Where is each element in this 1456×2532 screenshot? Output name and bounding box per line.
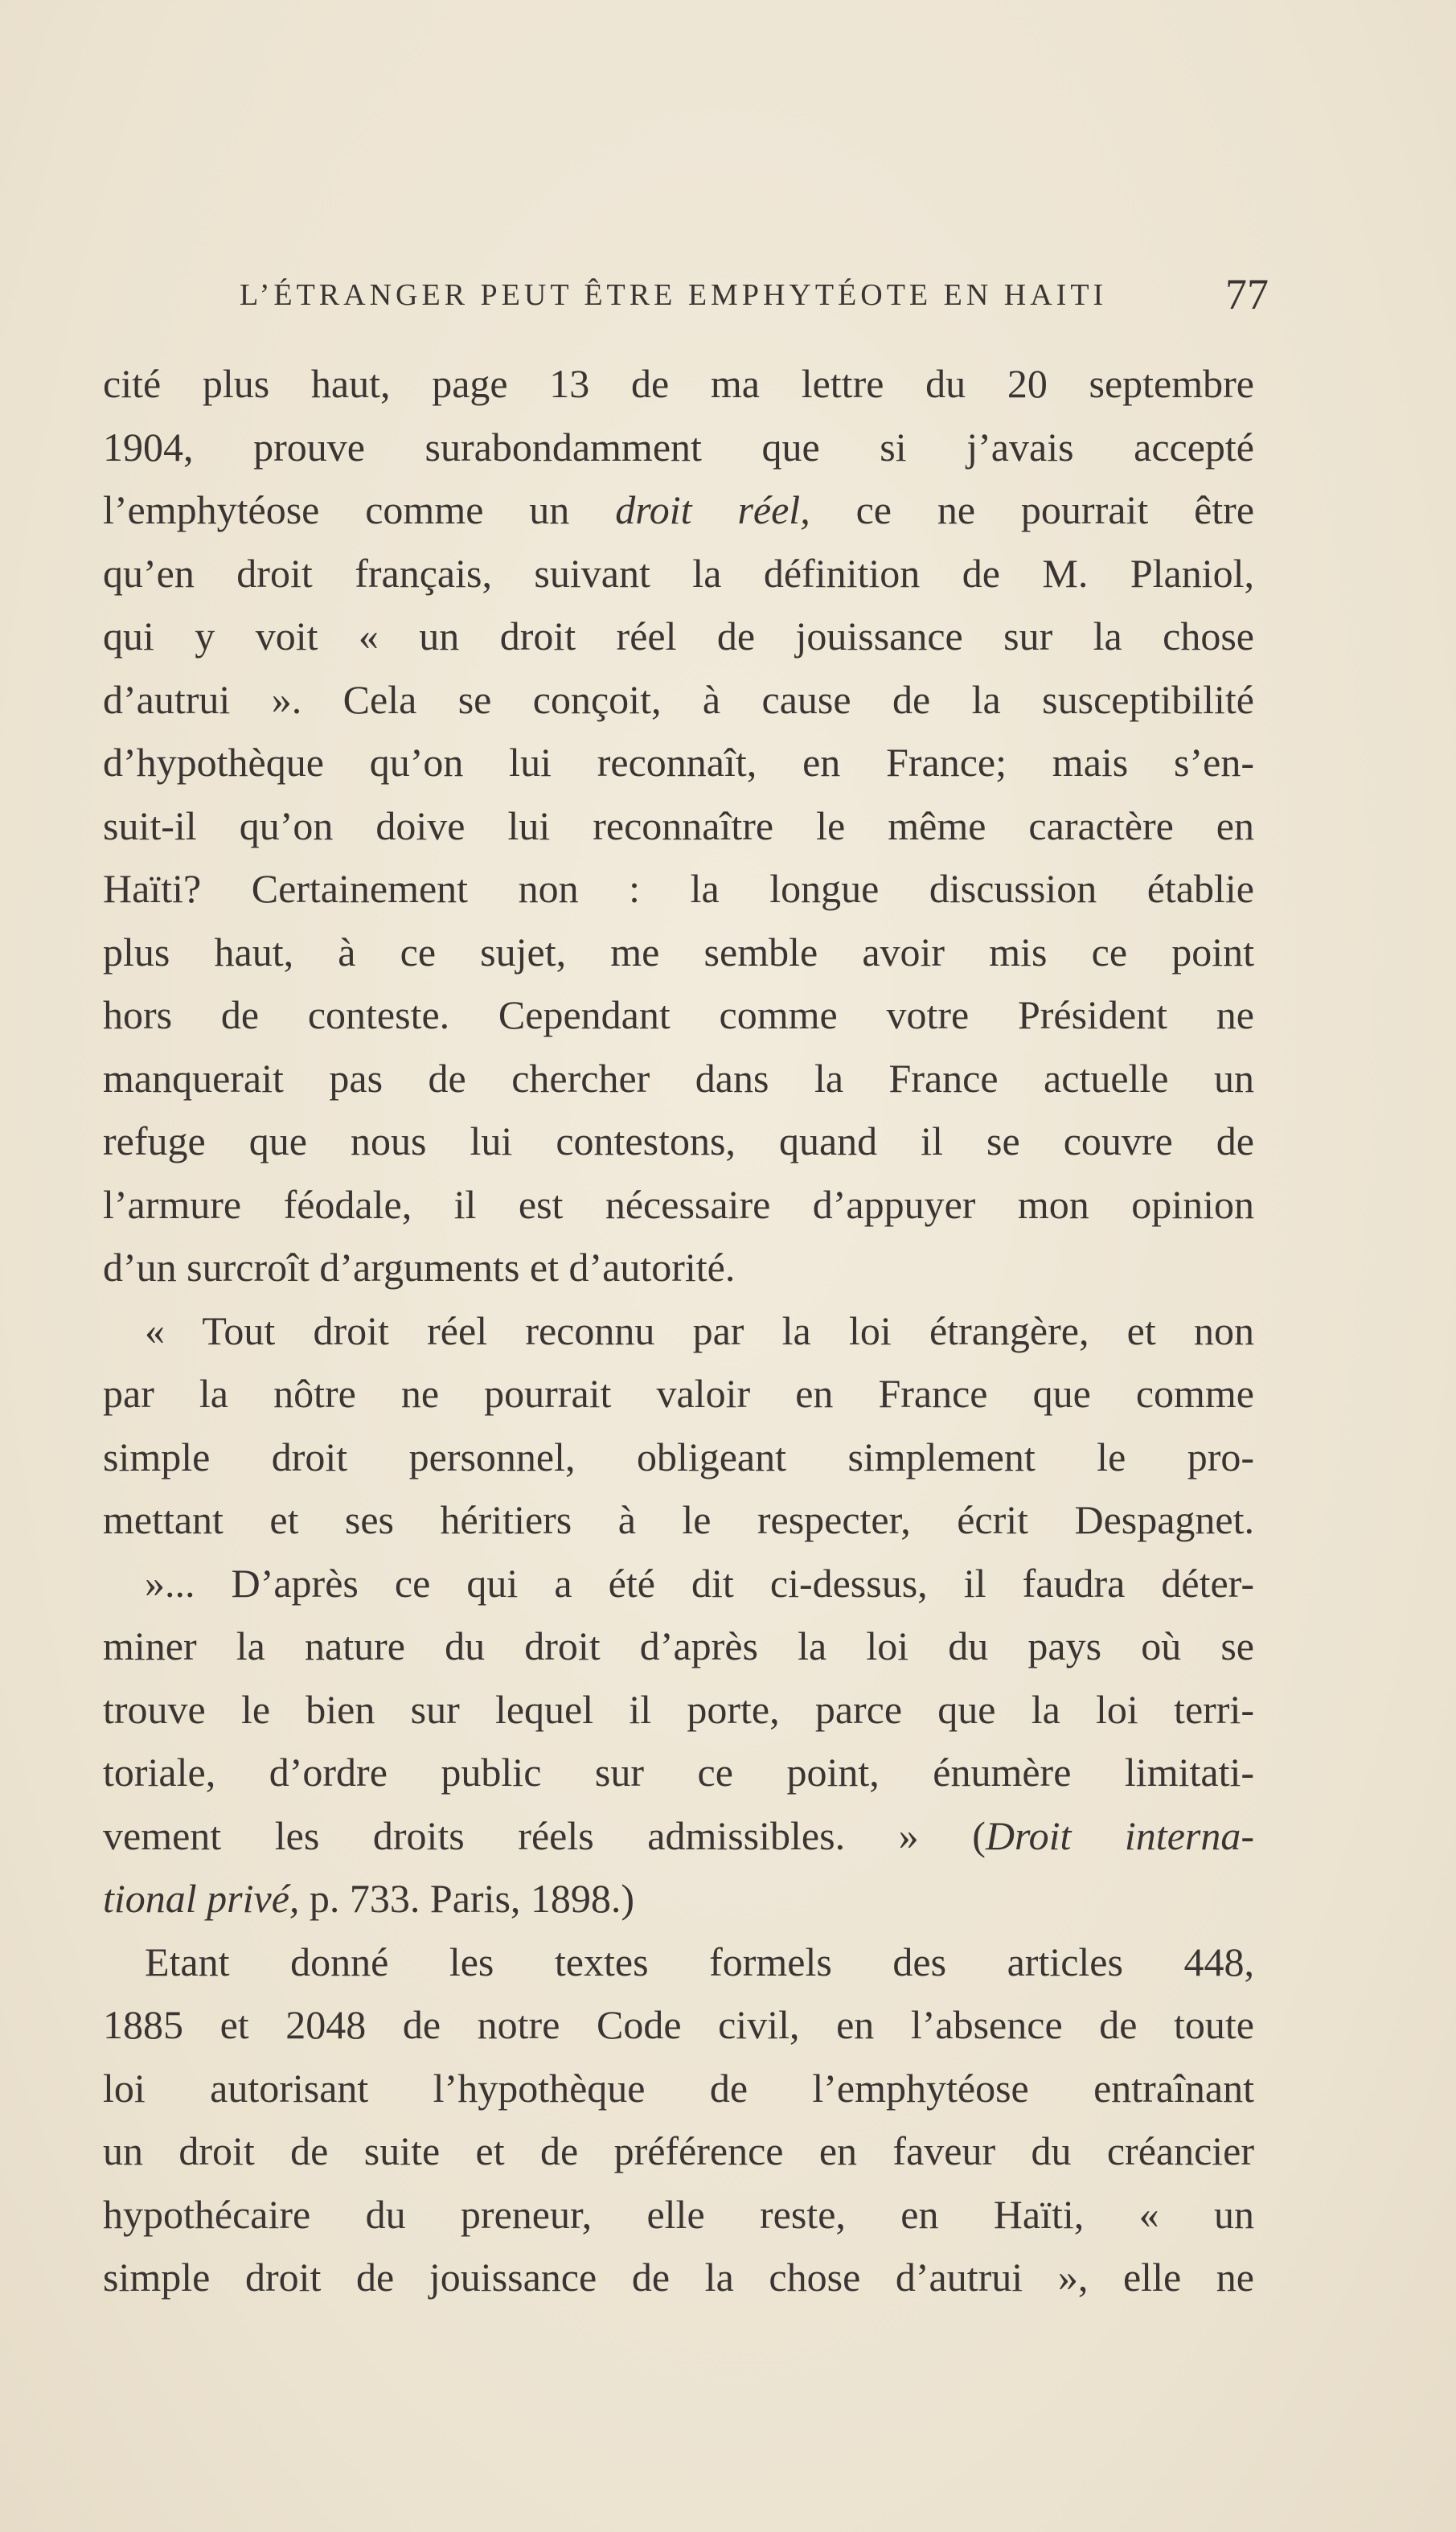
text-run: l’emphytéose comme un: [103, 487, 616, 532]
text-run: p. 733. Paris, 1898.): [299, 1876, 635, 1921]
text-line: [103, 1362, 1254, 1426]
text-run: vement les droits réels admissibles. » (: [103, 1812, 986, 1858]
text-run: 1904, prouve surabondamment que si j’avais accepté: [103, 424, 1254, 470]
text-line: [103, 1615, 1254, 1678]
text-run: d’autrui ». Cela se conçoit, à cause de la susceptibilité: [103, 676, 1254, 722]
text-run: manquerait pas de chercher dans la France actuelle un: [103, 1055, 1254, 1101]
text-run: suit-il qu’on doive lui reconnaître le même caractère en: [103, 802, 1254, 848]
text-line: [103, 478, 1254, 542]
text-line: [103, 857, 1254, 921]
text-line: [103, 794, 1254, 858]
text-run: hors de conteste. Cependant comme votre Président ne: [103, 992, 1254, 1037]
text-line: [103, 2057, 1254, 2120]
text-line: [103, 605, 1254, 668]
text-line: [103, 1552, 1254, 1615]
text-line: [103, 1236, 1254, 1299]
text-line: [103, 416, 1254, 479]
text-line: [103, 983, 1254, 1047]
text-line: [103, 1741, 1254, 1804]
page-number: 77: [1225, 270, 1269, 318]
text-run: « Tout droit réel reconnu par la loi étrangère, et non: [145, 1307, 1254, 1353]
text-line: [103, 1110, 1254, 1173]
text-line: [103, 352, 1254, 416]
text-run: qu’en droit français, suivant la définition de M. Planiol,: [103, 550, 1254, 596]
text-run: d’un surcroît d’arguments et d’autorité.: [103, 1245, 736, 1290]
text-run: mettant et ses héritiers à le respecter, écrit Despagnet.: [103, 1497, 1254, 1542]
text-run: refuge que nous lui contestons, quand il se couvre de: [103, 1118, 1254, 1163]
text-line: [103, 2246, 1254, 2309]
text-run: par la nôtre ne pourrait valoir en France que comme: [103, 1371, 1254, 1416]
text-run: Haïti? Certainement non : la longue discussion établie: [103, 866, 1254, 911]
text-run: ce ne pourrait être: [810, 487, 1255, 532]
text-line: [103, 1299, 1254, 1363]
text-run: simple droit de jouissance de la chose d’autrui », elle ne: [103, 2255, 1254, 2300]
text-line: [103, 731, 1254, 794]
text-line: [103, 1931, 1254, 1994]
text-line: [103, 1426, 1254, 1489]
text-line: [103, 1993, 1254, 2057]
text-run: »... D’après ce qui a été dit ci-dessus, il faudra déter-: [145, 1560, 1254, 1606]
body-text: [103, 352, 1254, 2309]
text-run: plus haut, à ce sujet, me semble avoir mis ce point: [103, 929, 1254, 975]
text-run: qui y voit « un droit réel de jouissance sur la chose: [103, 614, 1254, 659]
running-head: [240, 269, 1269, 318]
text-run: 1885 et 2048 de notre Code civil, en l’absence de toute: [103, 2002, 1254, 2047]
text-line: [103, 1173, 1254, 1237]
text-line: [103, 1488, 1254, 1552]
italic-text: tional privé,: [103, 1876, 300, 1921]
text-run: loi autorisant l’hypothèque de l’emphytéose entraînant: [103, 2065, 1254, 2111]
text-line: [103, 921, 1254, 984]
italic-text: droit réel,: [615, 487, 810, 532]
text-line: [103, 2120, 1254, 2183]
text-run: un droit de suite et de préférence en faveur du créancier: [103, 2128, 1254, 2173]
text-line: [103, 1867, 1254, 1931]
text-run: cité plus haut, page 13 de ma lettre du 20 septembre: [103, 361, 1254, 406]
text-line: [103, 1678, 1254, 1742]
text-run: d’hypothèque qu’on lui reconnaît, en France; mais s’en-: [103, 740, 1254, 785]
text-run: trouve le bien sur lequel il porte, parce que la loi terri-: [103, 1686, 1254, 1732]
text-run: miner la nature du droit d’après la loi du pays où se: [103, 1623, 1254, 1668]
text-run: toriale, d’ordre public sur ce point, énumère limitati-: [103, 1750, 1254, 1795]
text-line: [103, 542, 1254, 605]
text-run: hypothécaire du preneur, elle reste, en Haïti, « un: [103, 2191, 1254, 2237]
italic-text: Droit interna-: [985, 1812, 1255, 1858]
text-line: [103, 1804, 1254, 1868]
text-run: l’armure féodale, il est nécessaire d’appuyer mon opinion: [103, 1181, 1254, 1227]
running-title: L’ÉTRANGER PEUT ÊTRE EMPHYTÉOTE EN HAITI: [240, 278, 1108, 312]
text-line: [103, 1047, 1254, 1110]
text-run: Etant donné les textes formels des articles 448,: [145, 1939, 1254, 1984]
text-run: simple droit personnel, obligeant simplement le pro-: [103, 1434, 1254, 1479]
text-line: [103, 2183, 1254, 2247]
text-line: [103, 668, 1254, 732]
